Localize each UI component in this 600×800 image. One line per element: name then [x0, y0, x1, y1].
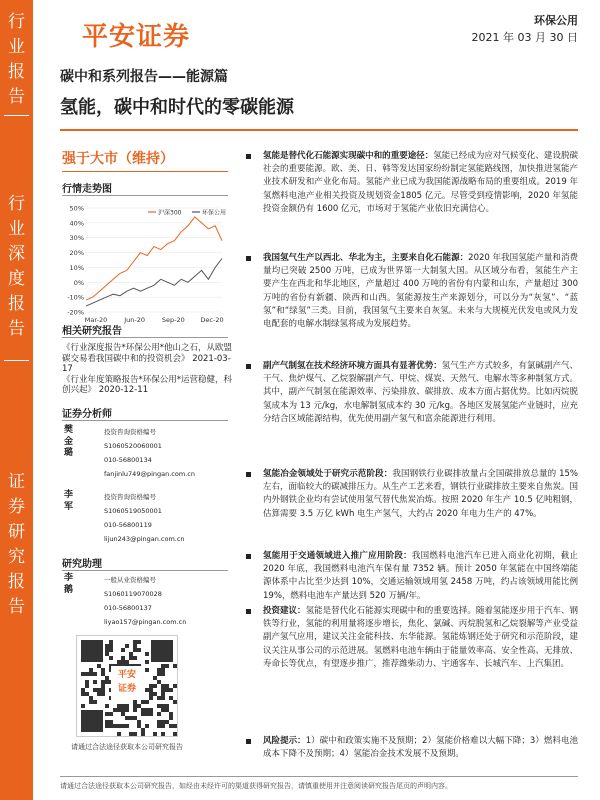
y-tick-label: 50% — [69, 204, 84, 213]
bullet-icon — [246, 364, 251, 369]
sidebar-section-industry-report: 行业报告 — [8, 12, 25, 107]
analyst-email[interactable]: fanjinlu749@pingan.com.cn — [104, 470, 195, 478]
qr-module — [133, 732, 137, 736]
qr-module — [81, 710, 103, 732]
qr-module — [89, 696, 93, 700]
analyst-role: 投资咨询资格编号 — [104, 493, 156, 501]
qr-module — [125, 644, 129, 648]
qr-module — [105, 712, 109, 716]
qr-module — [117, 660, 121, 664]
qr-module — [173, 700, 177, 704]
qr-module — [125, 704, 129, 708]
qr-module — [141, 708, 145, 712]
series-title: 碳中和系列报告——能源篇 — [60, 69, 228, 85]
qr-module — [141, 712, 145, 716]
qr-module — [161, 724, 165, 728]
qr-module — [81, 688, 85, 692]
qr-module — [129, 656, 133, 660]
bullet-icon — [246, 739, 251, 744]
legend-label: 环保公用 — [202, 209, 227, 217]
analysts-heading: 证券分析师 — [62, 409, 112, 420]
qr-module — [101, 688, 105, 692]
qr-module — [161, 708, 165, 712]
qr-module — [133, 648, 137, 652]
qr-module — [121, 712, 125, 716]
qr-module — [165, 664, 169, 668]
trend-chart — [62, 200, 228, 335]
related-reports — [62, 343, 232, 396]
body-paragraph — [243, 468, 578, 521]
y-tick-label: -20% — [67, 308, 84, 317]
qr-module — [89, 668, 93, 672]
qr-module — [157, 672, 161, 676]
qr-module — [125, 660, 129, 664]
sidebar-section-securities-report: 证券研究报告 — [8, 472, 25, 617]
qr-module — [101, 672, 105, 676]
body-paragraph — [243, 605, 578, 671]
qr-module — [157, 720, 161, 724]
qr-module — [117, 724, 121, 728]
qr-module — [125, 724, 129, 728]
paragraph-lead: 氢能冶金领域处于研究示范阶段： — [263, 469, 393, 479]
qr-module — [161, 684, 165, 688]
trend-heading: 行情走势图 — [62, 184, 112, 195]
qr-module — [121, 648, 125, 652]
qr-module — [109, 644, 113, 648]
y-tick-label: 30% — [69, 234, 84, 243]
qr-module — [157, 680, 161, 684]
related-divider — [62, 337, 228, 338]
analyst-cert: S1060520060001 — [104, 442, 162, 450]
assistant-role: 一般从业资格编号 — [104, 576, 156, 584]
qr-module — [153, 732, 157, 736]
qr-module — [93, 680, 97, 684]
qr-module — [165, 688, 169, 692]
qr-module — [93, 700, 97, 704]
qr-module — [105, 676, 109, 680]
footer-disclaimer: 请通过合法途径获取本公司研究报告，如经由未经许可的渠道获得研究报告，请慎重使用并注意阅读研究报告尾页的声明内容。 — [60, 782, 452, 790]
qr-module — [133, 708, 137, 712]
related-report-item[interactable]: 《行业年度策略报告*环保公用*运营稳健，科创兴起》 2020-12-11 — [62, 374, 233, 395]
qr-module — [109, 648, 113, 652]
qr-module — [165, 708, 169, 712]
assistant-email[interactable]: liyao157@pingan.com.cn — [104, 618, 187, 626]
body-paragraph — [243, 550, 578, 603]
x-tick-label: Dec-20 — [200, 316, 224, 324]
qr-module — [137, 720, 141, 724]
analyst-email[interactable]: lijun243@pingan.com.cn — [104, 535, 185, 543]
qr-module — [117, 732, 121, 736]
qr-module — [173, 664, 177, 668]
qr-module — [113, 724, 117, 728]
y-tick-label: 40% — [69, 219, 84, 228]
qr-module — [145, 708, 149, 712]
qr-module — [121, 660, 125, 664]
qr-module — [157, 724, 161, 728]
qr-module — [169, 716, 173, 720]
paragraph-lead: 风险提示： — [263, 736, 306, 746]
qr-module — [133, 700, 137, 704]
analyst-name: 李军 — [64, 490, 74, 512]
qr-module — [105, 680, 109, 684]
qr-module — [133, 704, 137, 708]
y-tick-label: -10% — [67, 293, 84, 302]
qr-module — [89, 700, 93, 704]
paragraph-lead: 投资建议： — [263, 606, 306, 616]
related-report-item[interactable]: 《行业深度报告*环保公用*他山之石，从欧盟碳交易看我国碳中和的投资机会》 2021-03-17 — [62, 343, 233, 374]
analyst-phone: 010-56800119 — [104, 521, 152, 529]
paragraph-text: 氢气生产方式较多，有氯碱副产气、干气、焦炉煤气、乙烷裂解副产气、甲烷、煤炭、天然气、电解水等多种制氢方式。其中，副产气制氢在能源效率、污染排放、碳排放、成本方面占据优势。比如丙烷脱氢成本为 13 元/kg，水电解制氢成本约 30 元/kg。各地区发展氢能产业链时，应充分结合区域能源结构，优先使用副产氢气和富余能源进行利用。 — [263, 361, 578, 424]
qr-module — [161, 688, 165, 692]
qr-module — [121, 708, 125, 712]
assistant-phone: 010-56800137 — [104, 604, 152, 612]
qr-module — [173, 724, 177, 728]
sidebar-divider — [4, 360, 29, 361]
x-tick-label: Jun-20 — [124, 316, 146, 324]
qr-module — [145, 668, 149, 672]
qr-module — [137, 704, 141, 708]
qr-module — [105, 644, 109, 648]
qr-module — [151, 640, 173, 662]
qr-module — [157, 704, 161, 708]
y-tick-label: 0% — [73, 278, 84, 287]
qr-module — [149, 692, 153, 696]
qr-module — [169, 696, 173, 700]
qr-module — [129, 716, 133, 720]
qr-module — [129, 732, 133, 736]
page-title: 氢能，碳中和时代的零碳能源 — [60, 97, 294, 118]
qr-module — [125, 708, 129, 712]
y-tick-label: 20% — [69, 249, 84, 258]
related-heading: 相关研究报告 — [62, 326, 122, 337]
qr-module — [161, 692, 165, 696]
qr-module — [85, 684, 89, 688]
qr-module — [93, 672, 97, 676]
footer-divider — [60, 776, 578, 777]
qr-module — [149, 696, 153, 700]
qr-module — [145, 660, 149, 664]
qr-module — [85, 680, 89, 684]
qr-module — [85, 672, 89, 676]
qr-module — [133, 640, 137, 644]
body-paragraph — [243, 360, 578, 426]
qr-module — [157, 668, 161, 672]
sector-label: 环保公用 — [534, 14, 578, 27]
qr-module — [125, 716, 129, 720]
bullet-icon — [246, 256, 251, 261]
qr-module — [105, 704, 109, 708]
body-paragraph — [243, 735, 578, 761]
analyst-role: 投资咨询资格编号 — [104, 428, 156, 436]
qr-module — [133, 716, 137, 720]
qr-module — [165, 684, 169, 688]
qr-module — [145, 724, 149, 728]
qr-module — [161, 672, 165, 676]
legend-label: 沪深300 — [158, 209, 182, 217]
y-tick-label: 10% — [69, 263, 84, 272]
qr-module — [117, 704, 121, 708]
assistant-cert: S1060119070028 — [104, 590, 162, 598]
title-divider — [60, 129, 578, 131]
qr-module — [149, 712, 153, 716]
qr-module — [165, 720, 169, 724]
qr-module — [101, 692, 105, 696]
trend-divider — [62, 195, 228, 196]
qr-module — [97, 664, 101, 668]
qr-module — [161, 732, 165, 736]
qr-caption: 请通过合法途径获取本公司研究报告 — [71, 743, 183, 751]
qr-module — [161, 720, 165, 724]
paragraph-text: 我国钢铁行业碳排放量占全国碳排放总量的 15%左右，面临较大的碳减排压力。从生产工艺来看，钢铁行业碳排放主要来自焦炭。国内外钢铁企业均有尝试使用氢气替代焦炭冶炼。按照 2020 年生产 10.5 亿吨粗钢，估算需要 3.5 万亿 kWh 电生产氢气，大约占 2020 年电力生产的 47%。 — [263, 469, 578, 519]
sidebar-divider — [4, 115, 29, 116]
paragraph-lead: 我国氢气生产以西北、华北为主，主要来自化石能源： — [263, 253, 469, 263]
qr-module — [161, 668, 165, 672]
qr-module — [141, 728, 145, 732]
paragraph-text: 氢能是替代化石能源实现碳中和的重要选择。随着氢能逐步用于汽车、钢铁等行业，氢能的利用量将逐步增长，焦化、氯碱、丙烷脱氢和乙烷裂解等产业受益副产氢气应用，建议关注金能科技、东华能源。氢能炼钢还处于研究和示范阶段，建议关注从事公司的示范进展。氢燃料电池车辆由于能量效率高、安全性高、无排放、寿命长等优点，有望逐步推广，推荐潍柴动力、宇通客车、长城汽车、上汽集团。 — [263, 606, 578, 669]
qr-module — [109, 656, 113, 660]
qr-module — [161, 696, 165, 700]
brand-logo: 平安证券 — [82, 22, 191, 52]
qr-module — [165, 704, 169, 708]
qr-module — [109, 720, 113, 724]
qr-module — [145, 652, 149, 656]
x-tick-label: Mar-20 — [84, 316, 108, 324]
paragraph-text: 2020 年我国氢能产量和消费量均已突破 2500 万吨，已成为世界第一大制氢大国。从区域分布看，氢能生产主要产生在西北和华北地区，产量超过 400 万吨的省份有内蒙和山东，产量超过 300 万吨的省份有新疆、陕西和山西。氢能源按生产来源划分，可以分为“灰氢”、“蓝氢”和“绿氢”三类。目前，我国氢气主要来自灰氢。未来与大规模光伏发电或风力发电配套的电解水制绿氢将成为发展趋势。 — [263, 253, 578, 330]
bullet-icon — [246, 472, 251, 477]
sidebar-section-deep-report: 行业深度报告 — [8, 194, 25, 339]
analyst-phone: 010-56800134 — [104, 456, 152, 464]
qr-module — [149, 688, 153, 692]
qr-module — [161, 664, 165, 668]
x-tick-label: Sep-20 — [161, 316, 185, 324]
qr-module — [157, 696, 161, 700]
paragraph-text: 氢能已经成为应对气候变化、建设脱碳社会的重要能源。欧、美、日、韩等发达国家纷纷制定氢能路线图，加快推进氢能产业技术研发和产业化布局。氢能产业已成为我国能源战略布局的重要组成。2019 年氢燃料电池产业相关投资及规划资金1805 亿元。尽管受到疫情影响，2020 年氢能投资金额仍有 1600 亿元，市场对于氢能产业依旧充满信心。 — [263, 151, 578, 214]
qr-module — [109, 640, 113, 644]
qr-module — [133, 656, 137, 660]
assistant-divider — [62, 570, 228, 571]
series-line — [86, 217, 222, 300]
qr-module — [133, 644, 137, 648]
qr-module — [173, 684, 177, 688]
bullet-icon — [246, 154, 251, 159]
qr-module — [101, 680, 105, 684]
qr-module — [101, 668, 105, 672]
qr-module — [129, 652, 133, 656]
qr-module — [169, 688, 173, 692]
qr-module — [169, 724, 173, 728]
report-date: 2021 年 03 月 30 日 — [471, 31, 578, 44]
qr-module — [81, 672, 85, 676]
qr-module — [153, 676, 157, 680]
rating-label: 强于大市（维持） — [62, 151, 174, 167]
paragraph-text: 1）碳中和政策实施不及预期；2）氢能价格难以大幅下降；3）燃料电池成本下降不及预期；4）氢能冶金技术发展不及预期。 — [263, 736, 578, 760]
qr-module — [105, 652, 109, 656]
qr-module — [137, 724, 141, 728]
qr-module — [85, 692, 89, 696]
qr-module — [169, 712, 173, 716]
rating-divider — [62, 171, 228, 172]
qr-module — [141, 732, 145, 736]
qr-module — [81, 640, 103, 662]
qr-module — [149, 684, 153, 688]
bullet-icon — [246, 554, 251, 559]
bullet-icon — [246, 609, 251, 614]
qr-module — [109, 712, 113, 716]
qr-module — [105, 724, 109, 728]
analysts-divider — [62, 420, 228, 421]
qr-module — [153, 692, 157, 696]
qr-module — [157, 712, 161, 716]
qr-module — [145, 712, 149, 716]
qr-module — [149, 708, 153, 712]
qr-module — [109, 724, 113, 728]
qr-module — [145, 688, 149, 692]
qr-module — [137, 640, 141, 644]
qr-module — [97, 688, 101, 692]
paragraph-text: 我国燃料电池汽车已进入商业化初期，截止 2020 年底，我国燃料电池汽车保有量 7352 辆。预计 2050 年氢能在中国终端能源体系中占比至少达到 10%，交通运输领域用氢 2458 万吨，约占该领域用能比例 19%，燃料电池车产量达到 520 万辆/年。 — [263, 551, 578, 601]
analyst-cert: S1060519050001 — [104, 507, 162, 515]
qr-module — [141, 700, 145, 704]
qr-module — [101, 684, 105, 688]
qr-module — [81, 692, 85, 696]
qr-module — [173, 732, 177, 736]
qr-module — [113, 708, 117, 712]
qr-module — [117, 708, 121, 712]
qr-module — [121, 656, 125, 660]
qr-module — [121, 704, 125, 708]
qr-module — [81, 704, 85, 708]
qr-module — [93, 688, 97, 692]
qr-module — [105, 720, 109, 724]
assistant-heading: 研究助理 — [62, 559, 102, 570]
qr-module — [161, 704, 165, 708]
sidebar — [0, 0, 33, 800]
qr-center-logo: 平安 证券 — [111, 666, 143, 700]
assistant-name: 李鹅 — [64, 573, 74, 595]
paragraph-lead: 氢能用于交通领域进入推广应用阶段： — [263, 551, 412, 561]
body-paragraph — [243, 252, 578, 331]
qr-module — [121, 724, 125, 728]
analyst-name: 樊金璐 — [64, 425, 74, 458]
qr-module — [89, 672, 93, 676]
qr-module — [145, 700, 149, 704]
paragraph-lead: 副产气制氢在技术经济环境方面具有显著优势： — [263, 361, 442, 371]
body-paragraph — [243, 150, 578, 216]
qr-module — [153, 684, 157, 688]
qr-module — [105, 648, 109, 652]
qr-module — [97, 692, 101, 696]
qr-module — [137, 648, 141, 652]
qr-code[interactable] — [76, 635, 178, 737]
paragraph-lead: 氢能是替代化石能源实现碳中和的重要途径： — [263, 151, 434, 161]
